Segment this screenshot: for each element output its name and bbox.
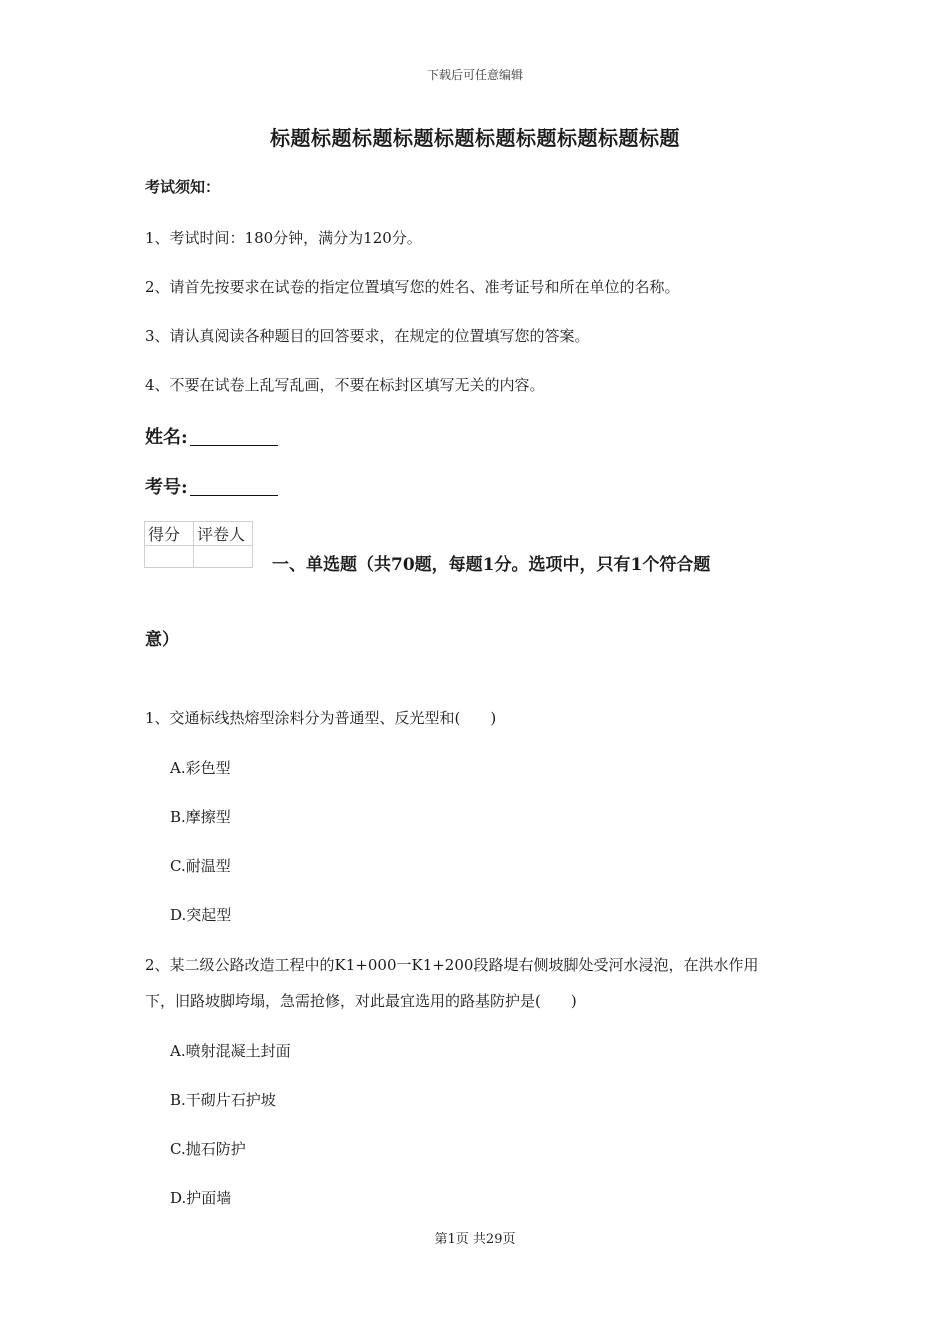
document-title: 标题标题标题标题标题标题标题标题标题标题 xyxy=(270,126,680,150)
notice-item-4: 4、不要在试卷上乱写乱画，不要在标封区填写无关的内容。 xyxy=(145,376,545,394)
score-table-entry-row xyxy=(145,546,253,568)
section-heading: 一、单选题（共70题，每题1分。选项中，只有1个符合题 xyxy=(272,555,711,575)
question-1-option-d: D.突起型 xyxy=(170,906,232,924)
grader-cell[interactable] xyxy=(194,546,253,568)
question-1-option-a: A.彩色型 xyxy=(170,759,231,777)
grader-header: 评卷人 xyxy=(194,522,253,546)
exam-id-label: 考号: xyxy=(145,477,188,498)
question-1-option-c: C.耐温型 xyxy=(170,857,231,875)
notice-item-1: 1、考试时间：180分钟，满分为120分。 xyxy=(145,229,422,247)
score-table xyxy=(144,521,253,568)
section-heading-continued: 意） xyxy=(145,630,179,650)
question-1-option-b: B.摩擦型 xyxy=(170,808,231,826)
exam-id-field xyxy=(145,473,278,499)
name-field xyxy=(145,423,278,449)
question-2-option-b: B.干砌片石护坡 xyxy=(170,1091,276,1109)
notice-item-3: 3、请认真阅读各种题目的回答要求，在规定的位置填写您的答案。 xyxy=(145,327,590,345)
score-table-header-row xyxy=(145,522,253,546)
question-2-option-a: A.喷射混凝土封面 xyxy=(170,1042,291,1060)
notice-heading: 考试须知： xyxy=(145,178,221,196)
question-2-line-1: 2、某二级公路改造工程中的K1+000一K1+200段路堤右侧坡脚处受河水浸泡，在洪水作用 xyxy=(145,956,759,974)
question-2-option-c: C.抛石防护 xyxy=(170,1140,246,1158)
exam-id-blank[interactable] xyxy=(190,477,278,496)
name-blank[interactable] xyxy=(190,427,278,446)
score-cell[interactable] xyxy=(145,546,194,568)
name-label: 姓名: xyxy=(145,427,188,448)
score-header: 得分 xyxy=(145,522,194,546)
header-note: 下载后可任意编辑 xyxy=(426,68,523,82)
question-2-line-2: 下，旧路坡脚垮塌，急需抢修，对此最宜选用的路基防护是( ) xyxy=(145,992,577,1010)
notice-item-2: 2、请首先按要求在试卷的指定位置填写您的姓名、准考证号和所在单位的名称。 xyxy=(145,278,680,296)
question-1: 1、交通标线热熔型涂料分为普通型、反光型和( ) xyxy=(145,709,497,727)
page-footer: 第1页 共29页 xyxy=(434,1232,516,1247)
question-2-option-d: D.护面墙 xyxy=(170,1189,232,1207)
